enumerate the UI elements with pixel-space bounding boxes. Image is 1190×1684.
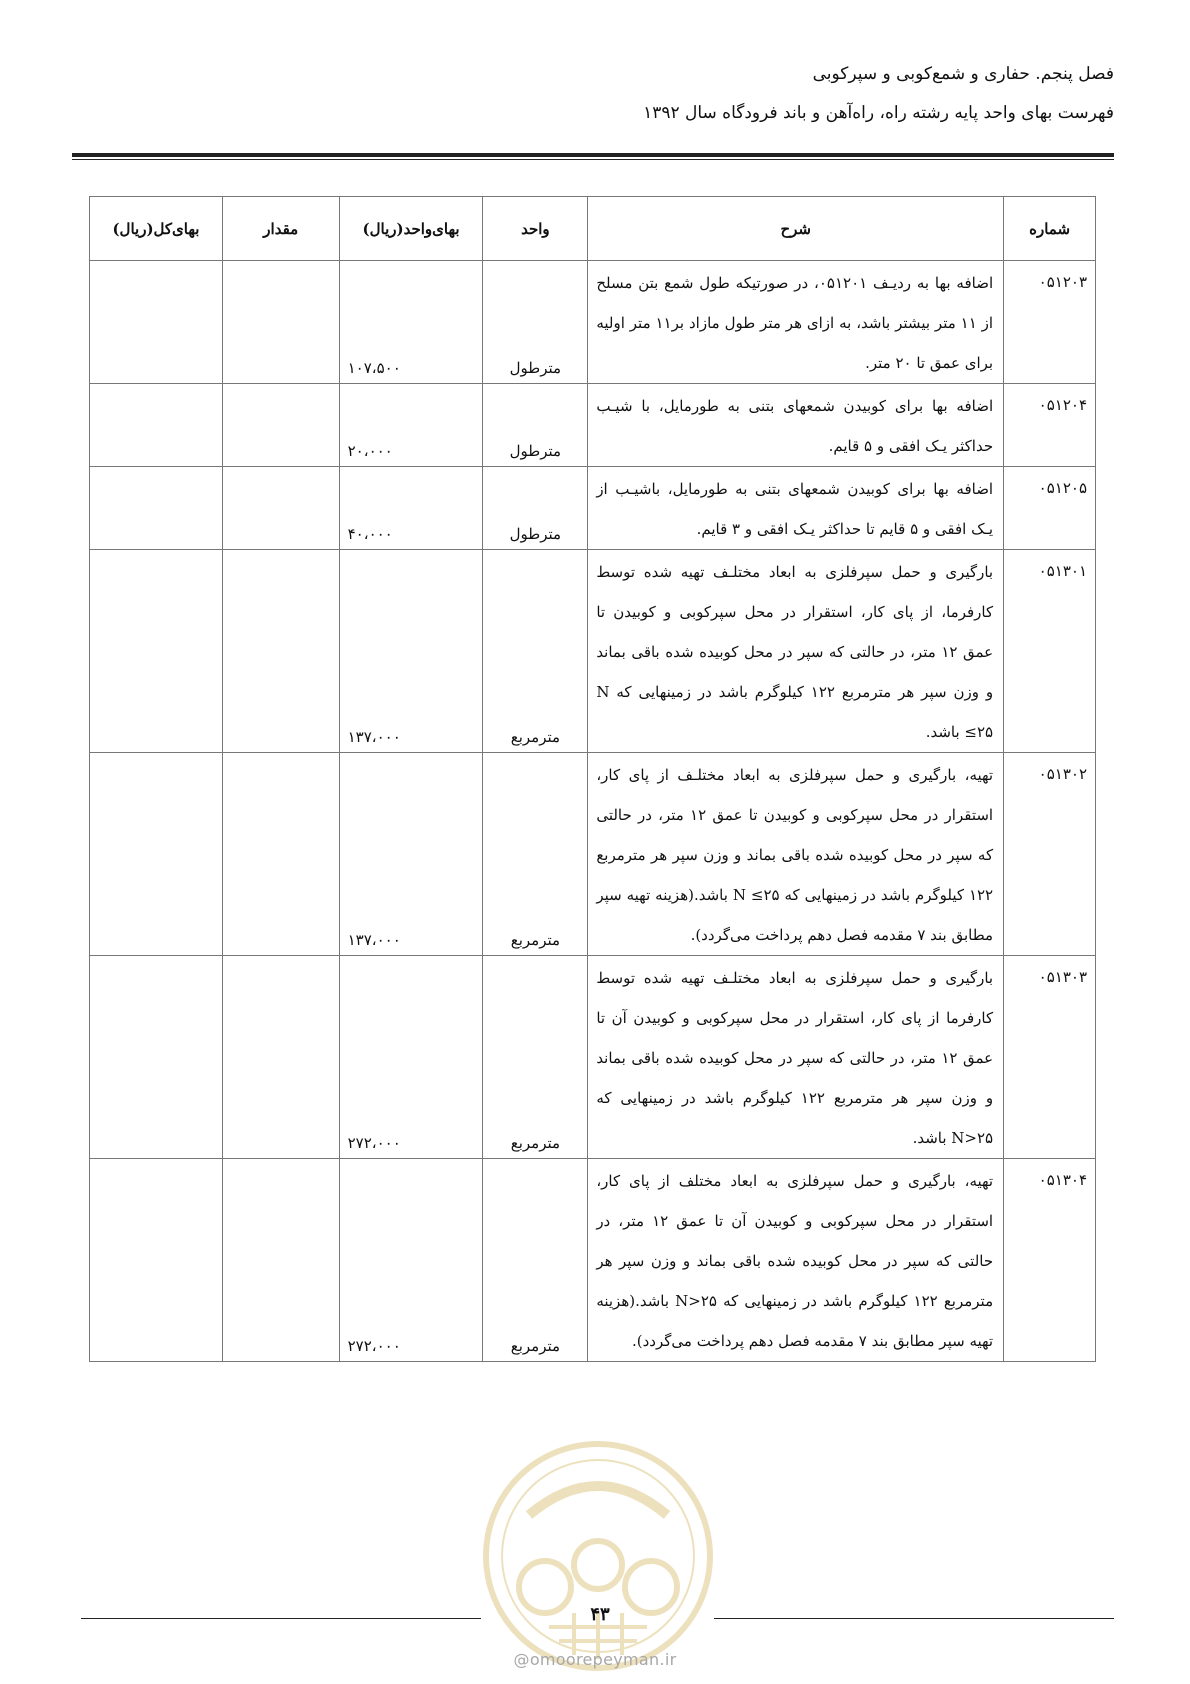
item-quantity bbox=[222, 384, 339, 467]
page-number: ۴۳ bbox=[590, 1604, 610, 1625]
item-unit-price: ۱۰۷،۵۰۰ bbox=[339, 261, 483, 384]
item-quantity bbox=[222, 261, 339, 384]
table-row bbox=[90, 467, 1096, 550]
item-unit: مترطول bbox=[483, 384, 588, 467]
table-header-row bbox=[90, 197, 1096, 261]
col-header-description: شرح bbox=[588, 197, 1004, 261]
item-number: ۰۵۱۳۰۲ bbox=[1004, 753, 1096, 956]
table-row bbox=[90, 550, 1096, 753]
item-description: بارگیری و حمل سپرفلزی به ابعاد مختلـف تهیه شده توسط کارفرما از پای کار، استقرار در محل سپرکوبی و کوبیدن آن تا عمق ۱۲ متر، در حالتی که سپر در محل کوبیده شده باقی بماند و وزن سپر هر مترمربع ۱۲۲ کیلوگرم باشد در زمینهایی که N>۲۵ باشد. bbox=[588, 956, 1004, 1159]
footer-rule-right bbox=[714, 1618, 1114, 1619]
item-total-price bbox=[90, 753, 223, 956]
omoorepeyman-stamp-icon bbox=[479, 1437, 717, 1675]
item-description: اضافه بها به ردیـف ۰۵۱۲۰۱، در صورتیکه طول شمع بتن مسلح از ۱۱ متر بیشتر باشد، به ازای هر متر طول مازاد بر۱۱ متر اولیه برای عمق تا ۲۰ متر. bbox=[588, 261, 1004, 384]
col-header-total-price: بهای‌کل(ریال) bbox=[90, 197, 223, 261]
item-unit: مترمربع bbox=[483, 550, 588, 753]
item-quantity bbox=[222, 753, 339, 956]
item-unit: مترطول bbox=[483, 467, 588, 550]
website-watermark: @omoorepeyman.ir bbox=[513, 1650, 677, 1669]
price-table bbox=[89, 196, 1096, 1362]
item-total-price bbox=[90, 261, 223, 384]
item-unit-price: ۲۰،۰۰۰ bbox=[339, 384, 483, 467]
col-header-unit-price: بهای‌واحد(ریال) bbox=[339, 197, 483, 261]
item-unit-price: ۴۰،۰۰۰ bbox=[339, 467, 483, 550]
item-number: ۰۵۱۲۰۳ bbox=[1004, 261, 1096, 384]
item-description: تهیه، بارگیری و حمل سپرفلزی به ابعاد مختلف از پای کار، استقرار در محل سپرکوبی و کوبیدن آن تا عمق ۱۲ متر، در حالتی که سپر در محل کوبیده شده باقی بماند و وزن سپر هر مترمربع ۱۲۲ کیلوگرم باشد در زمینهایی که N>۲۵ باشد.(هزینه تهیه سپر مطابق بند ۷ مقدمه فصل دهم پرداخت می‌گردد). bbox=[588, 1159, 1004, 1362]
chapter-title: فصل پنجم. حفاری و شمع‌کوبی و سپرکوبی bbox=[812, 64, 1114, 84]
item-unit: مترطول bbox=[483, 261, 588, 384]
item-number: ۰۵۱۳۰۳ bbox=[1004, 956, 1096, 1159]
item-number: ۰۵۱۲۰۴ bbox=[1004, 384, 1096, 467]
item-quantity bbox=[222, 956, 339, 1159]
table-row bbox=[90, 261, 1096, 384]
list-title: فهرست بهای واحد پایه رشته راه، راه‌آهن و باند فرودگاه سال ۱۳۹۲ bbox=[643, 103, 1114, 123]
item-unit-price: ۱۳۷،۰۰۰ bbox=[339, 550, 483, 753]
header-rule-thick bbox=[72, 153, 1114, 157]
item-description: اضافه بها برای کوبیدن شمعهای بتنی به طورمایل، با شیـب حداکثر یـک افقی و ۵ قایم. bbox=[588, 384, 1004, 467]
item-number: ۰۵۱۲۰۵ bbox=[1004, 467, 1096, 550]
item-quantity bbox=[222, 1159, 339, 1362]
item-total-price bbox=[90, 550, 223, 753]
item-description: بارگیری و حمل سپرفلزی به ابعاد مختلـف تهیه شده توسط کارفرما، از پای کار، استقرار در محل سپرکوبی و کوبیدن تا عمق ۱۲ متر، در حالتی که سپر در محل کوبیده شده باقی بماند و وزن سپر هر مترمربع ۱۲۲ کیلوگرم باشد در زمینهایی که N ≤۲۵ باشد. bbox=[588, 550, 1004, 753]
item-unit-price: ۱۳۷،۰۰۰ bbox=[339, 753, 483, 956]
item-number: ۰۵۱۳۰۱ bbox=[1004, 550, 1096, 753]
item-number: ۰۵۱۳۰۴ bbox=[1004, 1159, 1096, 1362]
item-unit: مترمربع bbox=[483, 956, 588, 1159]
item-quantity bbox=[222, 467, 339, 550]
table-row bbox=[90, 956, 1096, 1159]
table-row bbox=[90, 1159, 1096, 1362]
item-total-price bbox=[90, 956, 223, 1159]
item-description: اضافه بها برای کوبیدن شمعهای بتنی به طورمایل، باشیـب از یـک افقی و ۵ قایم تا حداکثر یـک افقی و ۳ قایم. bbox=[588, 467, 1004, 550]
item-total-price bbox=[90, 1159, 223, 1362]
col-header-number: شماره bbox=[1004, 197, 1096, 261]
col-header-unit: واحد bbox=[483, 197, 588, 261]
item-unit-price: ۲۷۲،۰۰۰ bbox=[339, 1159, 483, 1362]
col-header-quantity: مقدار bbox=[222, 197, 339, 261]
item-unit: مترمربع bbox=[483, 753, 588, 956]
item-unit: مترمربع bbox=[483, 1159, 588, 1362]
item-quantity bbox=[222, 550, 339, 753]
footer-rule-left bbox=[81, 1618, 481, 1619]
item-description: تهیه، بارگیری و حمل سپرفلزی به ابعاد مختلـف از پای کار، استقرار در محل سپرکوبی و کوبیدن تا عمق ۱۲ متر، در حالتی که سپر در محل کوبیده شده باقی بماند و وزن سپر هر مترمربع ۱۲۲ کیلوگرم باشد در زمینهایی که N ≤۲۵ باشد.(هزینه تهیه سپر مطابق بند ۷ مقدمه فصل دهم پرداخت می‌گردد). bbox=[588, 753, 1004, 956]
table-row bbox=[90, 384, 1096, 467]
item-total-price bbox=[90, 384, 223, 467]
item-total-price bbox=[90, 467, 223, 550]
table-row bbox=[90, 753, 1096, 956]
header-rule-thin bbox=[72, 159, 1114, 160]
item-unit-price: ۲۷۲،۰۰۰ bbox=[339, 956, 483, 1159]
